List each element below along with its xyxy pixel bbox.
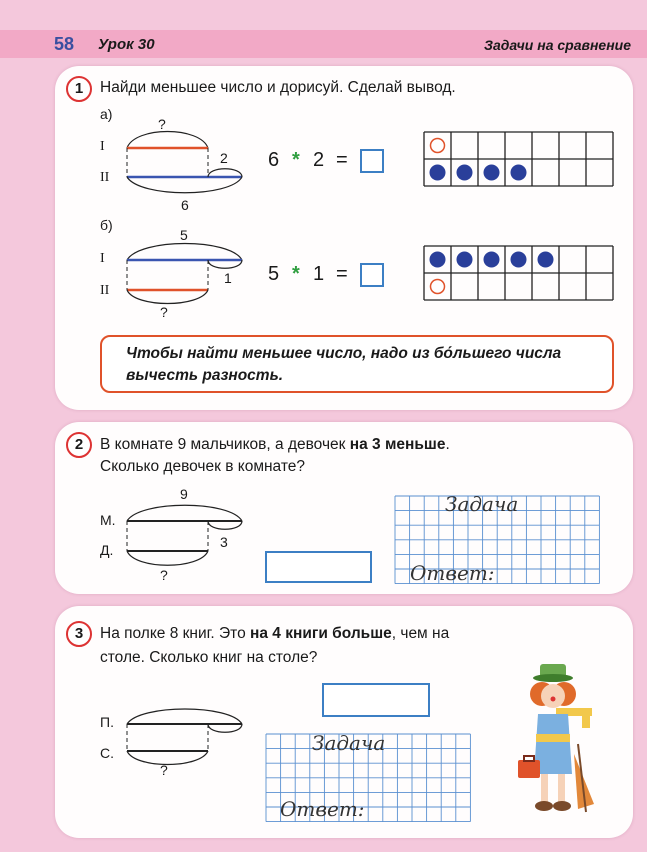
task2-total: 9	[180, 486, 188, 502]
task1b-eq-left: 5	[268, 263, 280, 285]
task1b-eq-sign: =	[336, 263, 348, 285]
task1a-eq-sign: =	[336, 149, 348, 171]
task1a-eq-op: *	[292, 149, 300, 171]
task2-diff: 3	[220, 534, 228, 550]
task2-otvet: Ответ:	[410, 561, 495, 585]
task2-row2-label: Д.	[100, 542, 114, 558]
task1a-eq-right: 2	[313, 149, 325, 171]
task1b-row2-label: II	[100, 283, 110, 298]
task2-line1-end: .	[445, 436, 450, 453]
page-number: 58	[54, 34, 75, 54]
task1a-diff: 2	[220, 150, 228, 166]
task1-number: 1	[66, 76, 92, 102]
task3-row1-label: П.	[100, 714, 114, 730]
task1a-row1-label: I	[100, 139, 105, 154]
task2-line2: Сколько девочек в комнате?	[100, 458, 305, 475]
task1a-label: а)	[100, 106, 113, 122]
task1b-eq-right: 1	[313, 263, 325, 285]
task1b-eq-op: *	[292, 263, 300, 285]
task2-line1-plain: В комнате 9 мальчиков, а девочек	[100, 436, 350, 453]
task3-line1-bold: на 4 книги больше	[250, 625, 392, 642]
task1b-total: 5	[180, 227, 188, 243]
task3-line1-end: , чем на	[391, 625, 450, 642]
task1a-eq-left: 6	[268, 149, 280, 171]
task2-question: ?	[160, 567, 168, 583]
conclusion-text: Чтобы найти меньшее число, надо из бо́льшего числа вычесть разность.	[126, 345, 562, 384]
lesson-title: Урок 30	[98, 36, 155, 53]
task1-text: Найди меньшее число и дорисуй. Сделай вывод.	[100, 79, 456, 96]
topic-title: Задачи на сравнение	[483, 37, 631, 53]
task2-line1-bold: на 3 меньше	[349, 436, 446, 453]
task2-row1-label: М.	[100, 512, 116, 528]
task1b-diff: 1	[224, 270, 232, 286]
task3-otvet: Ответ:	[280, 797, 365, 821]
task3-line2: столе. Сколько книг на столе?	[100, 649, 318, 666]
task2-number: 2	[66, 432, 92, 458]
task1b-row1-label: I	[100, 251, 105, 266]
task1a-row2-label: II	[100, 170, 110, 185]
task3-number: 3	[66, 621, 92, 647]
task3-line1-plain: На полке 8 книг. Это	[100, 625, 251, 642]
task3-zadacha: Задача	[312, 731, 386, 755]
task3-row2-label: С.	[100, 745, 114, 761]
girl-illustration	[512, 664, 612, 824]
task1b-label: б)	[100, 217, 113, 233]
task1a-total: 6	[181, 197, 189, 213]
task1a-question: ?	[158, 116, 166, 132]
task3-question: ?	[160, 762, 168, 778]
task1b-question: ?	[160, 304, 168, 320]
task2-zadacha: Задача	[445, 492, 519, 516]
